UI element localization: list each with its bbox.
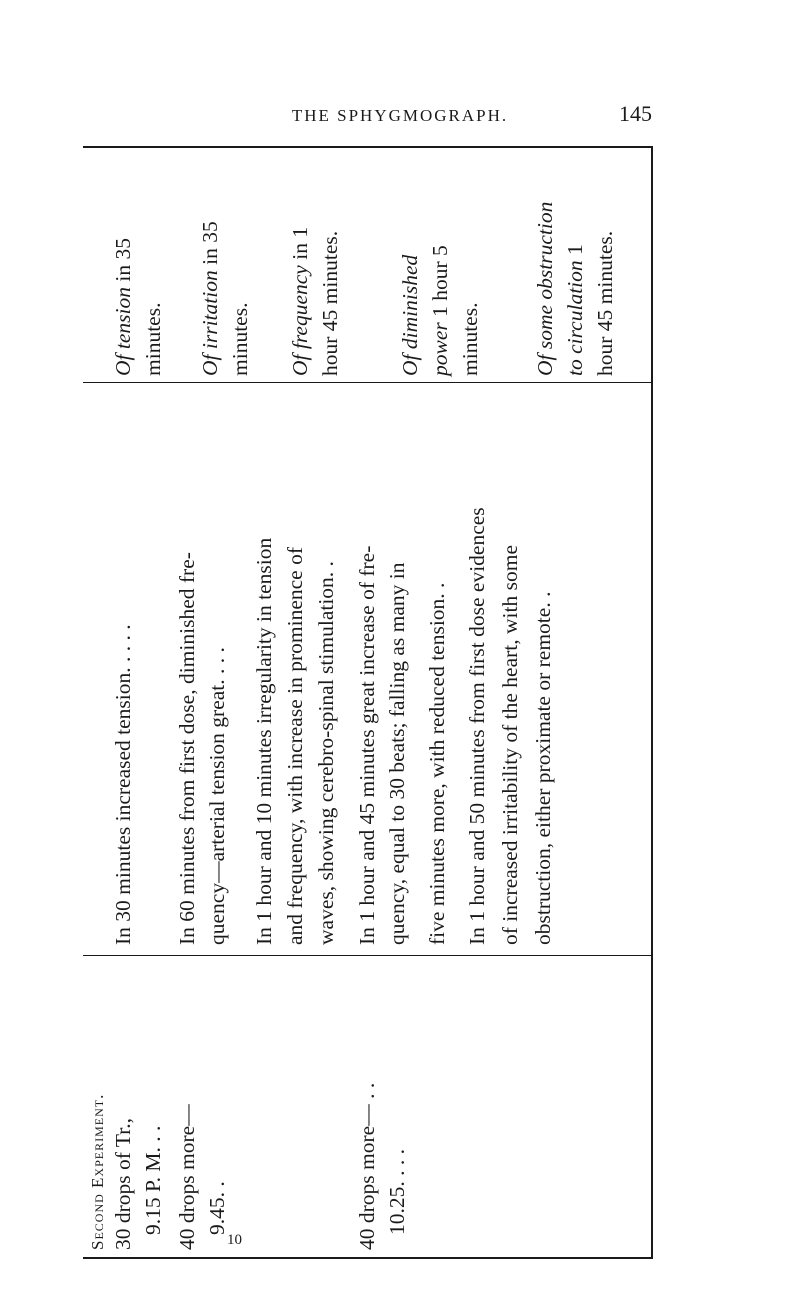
summary-line-7 [395, 255, 425, 376]
summary-line-3 [195, 221, 225, 376]
effect-line-10: In 1 hour and 50 minutes from first dose evidences [465, 507, 489, 945]
table-top-rule [83, 146, 653, 148]
dose-entry-2-line1: 40 drops more— [175, 1104, 199, 1250]
dose-entry-2-line2: 9.45. . [205, 1181, 229, 1235]
summary-line-8-italic: power [428, 322, 452, 376]
table-bottom-rule [83, 1257, 653, 1259]
summary-line-11 [560, 244, 590, 376]
summary-line-8 [425, 245, 455, 376]
summary-line-11-rest: 1 [563, 244, 587, 261]
dose-entry-3-line2: 10.25. . . . [385, 1149, 409, 1235]
dose-entry-1-line2: 9.15 P. M. . . [141, 1125, 165, 1235]
effect-line-8: quency, equal to 30 beats; falling as many in [385, 562, 409, 945]
effect-line-7: In 1 hour and 45 minutes great increase of fre- [355, 545, 379, 945]
summary-line-10-italic: Of some obstruction [533, 201, 557, 376]
summary-line-1-italic: Of tension [111, 287, 135, 376]
summary-line-9 [455, 303, 485, 376]
effect-line-11: of increased irritability of the heart, with some [498, 544, 522, 945]
summary-line-6-rest: hour 45 minutes. [318, 230, 342, 376]
summary-line-9-rest: minutes. [458, 302, 482, 376]
column-divider-summary [83, 382, 653, 383]
summary-line-7-italic: Of diminished [398, 254, 422, 376]
effect-line-1: In 30 minutes increased tension. . . . . [111, 624, 135, 945]
summary-line-2-rest: minutes. [141, 302, 165, 376]
effect-line-4: In 1 hour and 10 minutes irregularity in tension [252, 537, 276, 945]
page-number: 145 [619, 101, 652, 126]
summary-line-12 [590, 231, 620, 376]
summary-line-10 [530, 202, 560, 376]
summary-line-5-rest: in 1 [288, 226, 312, 266]
summary-line-3-italic: Of irritation [198, 270, 222, 376]
dose-heading: Second Experiment. [88, 1093, 107, 1250]
column-divider-dose [83, 955, 653, 956]
effect-line-2: In 60 minutes from first dose, diminished fre- [175, 552, 199, 945]
summary-line-5 [285, 227, 315, 376]
summary-line-1 [108, 238, 138, 376]
summary-line-4 [225, 303, 255, 376]
dose-entry-3-line1: 40 drops more— . . [355, 1082, 379, 1250]
summary-line-8-rest: 1 hour 5 [428, 245, 452, 323]
effect-line-9: five minutes more, with reduced tension. . [425, 582, 449, 945]
summary-line-1-rest: in 35 [111, 238, 135, 288]
effect-line-12: obstruction, either proximate or remote. . [531, 591, 555, 945]
effect-line-5: and frequency, with increase in prominence of [283, 547, 307, 945]
summary-line-4-rest: minutes. [228, 302, 252, 376]
summary-line-12-rest: hour 45 minutes. [593, 230, 617, 376]
dose-entry-1-line1: 30 drops of Tr., [111, 1117, 135, 1250]
effect-line-6: waves, showing cerebro-spinal stimulation. . [314, 561, 338, 945]
summary-line-11-italic: to circulation [563, 260, 587, 376]
effect-line-3: quency—arterial tension great. . . . [205, 647, 229, 945]
line-marker: 10 [227, 1232, 242, 1248]
summary-line-3-rest: in 35 [198, 221, 222, 271]
running-title: THE SPHYGMOGRAPH. [291, 106, 509, 125]
table-right-rule [651, 146, 653, 1259]
summary-line-2 [138, 303, 168, 376]
summary-line-6 [315, 231, 345, 376]
summary-line-5-italic: Of frequency [288, 265, 312, 376]
